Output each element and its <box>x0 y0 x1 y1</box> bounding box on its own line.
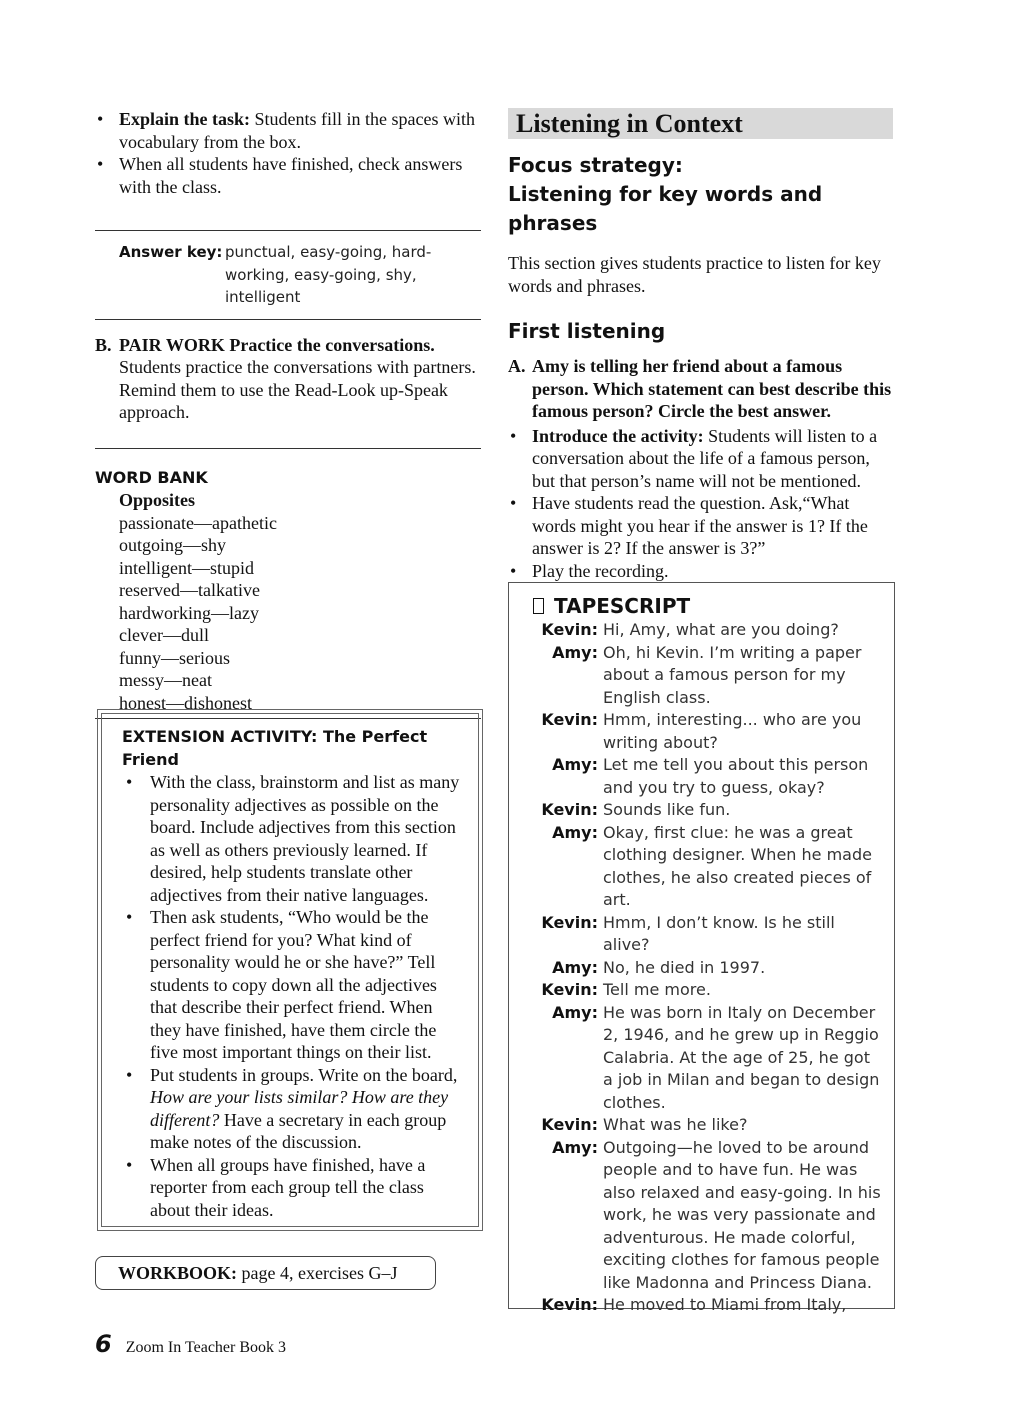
list-item: hardworking—lazy <box>119 602 259 623</box>
list-item: reserved—talkative <box>119 580 260 600</box>
utterance: Tell me more. <box>603 980 711 999</box>
bullet-bold: Explain the task: <box>119 109 251 129</box>
speaker: Amy: <box>552 957 598 977</box>
question-text: Amy is telling her friend about a famous person. Which statement can best describe this famous person? Circle the best answer. <box>532 356 892 421</box>
answer-key <box>95 241 481 309</box>
utterance: Hi, Amy, what are you doing? <box>603 620 839 639</box>
tapescript-box <box>508 582 895 1314</box>
activity-bullets <box>508 425 893 583</box>
dialogue-line <box>509 957 882 980</box>
list-item: • With the class, brainstorm and list as many personality adjectives as possible on the board. Include adjectives from this section as well as others previously learned. If desired, help students translate other adjectives from their native languages. <box>122 771 460 906</box>
bullet-bold: Introduce the activity: <box>532 425 704 446</box>
dialogue-line <box>509 822 882 912</box>
divider <box>95 448 481 449</box>
list-item <box>95 153 481 198</box>
word-bank-subtitle: Opposites <box>119 490 196 510</box>
bullet-text: When all students have finished, check answers with the class. <box>119 154 463 197</box>
answer-key-label: Answer key: <box>119 243 223 261</box>
dialogue-line <box>509 619 882 642</box>
utterance: No, he died in 1997. <box>603 957 766 977</box>
list-item <box>122 1064 460 1154</box>
dialogue-line <box>509 912 882 957</box>
task-bullets <box>95 108 481 198</box>
bullet-text: Play the recording. <box>532 560 669 581</box>
utterance: Outgoing—he loved to be around people and to have fun. He was also relaxed and easy-going. In his work, he was very passionate and adventurous. He made colorful, exciting clothes for famous people like Madonna and Princess Diana. <box>603 1137 881 1292</box>
dialogue-line <box>509 709 882 754</box>
section-intro: This section gives students practice to listen for key words and phrases. <box>508 253 881 296</box>
list-item: outgoing—shy <box>119 535 227 555</box>
question-a <box>508 355 893 582</box>
list-item <box>508 492 893 560</box>
bullet-text: Put students in groups. Write on the board, <box>150 1064 458 1085</box>
pair-work-body: Students practice the conversations with partners. Remind them to use the Read-Look up-Speak approach. <box>119 357 476 422</box>
utterance: Okay, first clue: he was a great clothing designer. When he made clothes, he also created pieces of art. <box>603 822 872 909</box>
list-item: passionate—apathetic <box>119 512 277 533</box>
divider <box>95 319 481 320</box>
bullet-text: Students will listen to a conversation about the life of a famous person, but that person’s name will not be mentioned. <box>532 425 878 491</box>
speaker: Kevin: <box>541 620 598 639</box>
bullet-text: Have students read the question. Ask,“What words might you hear if the answer is 1? If the answer is 2? If the answer is 3?” <box>532 493 868 558</box>
workbook-text: page 4, exercises G–J <box>237 1263 398 1283</box>
utterance: Oh, hi Kevin. I’m writing a paper about a famous person for my English class. <box>603 642 862 707</box>
list-item <box>508 425 893 493</box>
dialogue-line <box>509 1294 882 1317</box>
workbook-label: WORKBOOK: <box>118 1263 238 1283</box>
utterance: Let me tell you about this person and you try to guess, okay? <box>603 755 869 797</box>
extension-activity-box <box>97 709 483 1231</box>
list-item: honest—dishonest <box>119 692 252 713</box>
word-bank-list <box>95 489 481 714</box>
left-column <box>95 108 481 719</box>
bullet-text: Students fill in the spaces with vocabulary from the box. <box>119 109 476 152</box>
speaker: Kevin: <box>541 1115 598 1134</box>
bullet-text: Have a secretary in each group make notes of the discussion. <box>150 1109 447 1152</box>
section-title: Listening in Context <box>508 108 893 139</box>
speaker: Kevin: <box>541 1295 598 1314</box>
utterance: Sounds like fun. <box>603 800 731 819</box>
extension-title: EXTENSION ACTIVITY: The Perfect Friend <box>122 727 428 769</box>
utterance: What was he like? <box>603 1115 748 1134</box>
speaker: Kevin: <box>541 912 598 932</box>
tapescript-title: TAPESCRIPT <box>554 594 691 618</box>
dialogue-line <box>509 642 882 710</box>
utterance: Hmm, interesting... who are you writing about? <box>603 710 862 752</box>
page-footer <box>95 1330 286 1358</box>
word-bank-title: WORD BANK <box>95 467 208 487</box>
list-item: intelligent—stupid <box>119 557 254 578</box>
speaker: Amy: <box>552 642 598 662</box>
utterance: He was born in Italy on December 2, 1946, and he grew up in Reggio Calabria. At the age of 25, he got a job in Milan and began to design clothes. <box>603 1002 880 1112</box>
list-item <box>508 560 893 583</box>
focus-strategy <box>508 151 893 238</box>
speaker: Amy: <box>552 1002 598 1022</box>
dialogue-line <box>509 799 882 822</box>
divider <box>95 230 481 231</box>
speaker: Kevin: <box>541 710 598 729</box>
list-item: • When all groups have finished, have a reporter from each group tell the class about their ideas. <box>122 1154 460 1222</box>
list-item: clever—dull <box>119 625 209 645</box>
dialogue-line <box>509 1002 882 1115</box>
list-item: • Then ask students, “Who would be the perfect friend for you? What kind of personality would he or she have?” Tell students to copy down all the adjectives that describe their perfect friend. When they have finished, have them circle the five most important things on their list. <box>122 906 460 1064</box>
list-item: funny—serious <box>119 647 230 668</box>
page-number: 6 <box>95 1330 112 1358</box>
bullet-italic-text: How are your lists similar? How are they different? <box>150 1087 449 1130</box>
speaker: Amy: <box>552 1137 598 1157</box>
tapescript-heading <box>533 593 882 619</box>
utterance: Hmm, I don’t know. Is he still alive? <box>603 912 835 954</box>
focus-line: Focus strategy: <box>508 153 683 177</box>
pair-work-section <box>95 334 481 424</box>
speaker: Amy: <box>552 755 598 774</box>
dialogue-line <box>509 1137 882 1295</box>
dialogue-line <box>509 1114 882 1137</box>
pair-work-title: PAIR WORK Practice the conversations. <box>119 334 435 355</box>
pair-work-letter: B. <box>95 334 112 355</box>
question-letter: A. <box>508 356 526 376</box>
book-title: Zoom In Teacher Book 3 <box>125 1339 287 1356</box>
workbook-reference <box>95 1256 436 1290</box>
speaker: Kevin: <box>541 800 598 819</box>
dialogue-line <box>509 754 882 799</box>
list-item: messy—neat <box>119 670 212 690</box>
checkbox-icon <box>533 598 544 614</box>
extension-bullets <box>122 771 460 1221</box>
speaker: Kevin: <box>541 980 598 999</box>
first-listening-heading: First listening <box>508 319 666 343</box>
speaker: Amy: <box>552 822 598 842</box>
utterance: He moved to Miami from Italy, <box>603 1295 847 1314</box>
list-item <box>95 108 481 153</box>
dialogue-line <box>509 979 882 1002</box>
focus-line: Listening for key words and phrases <box>508 182 823 235</box>
answer-key-value: punctual, easy-going, hard-working, easy-going, shy, intelligent <box>225 243 432 306</box>
right-column <box>508 108 893 582</box>
